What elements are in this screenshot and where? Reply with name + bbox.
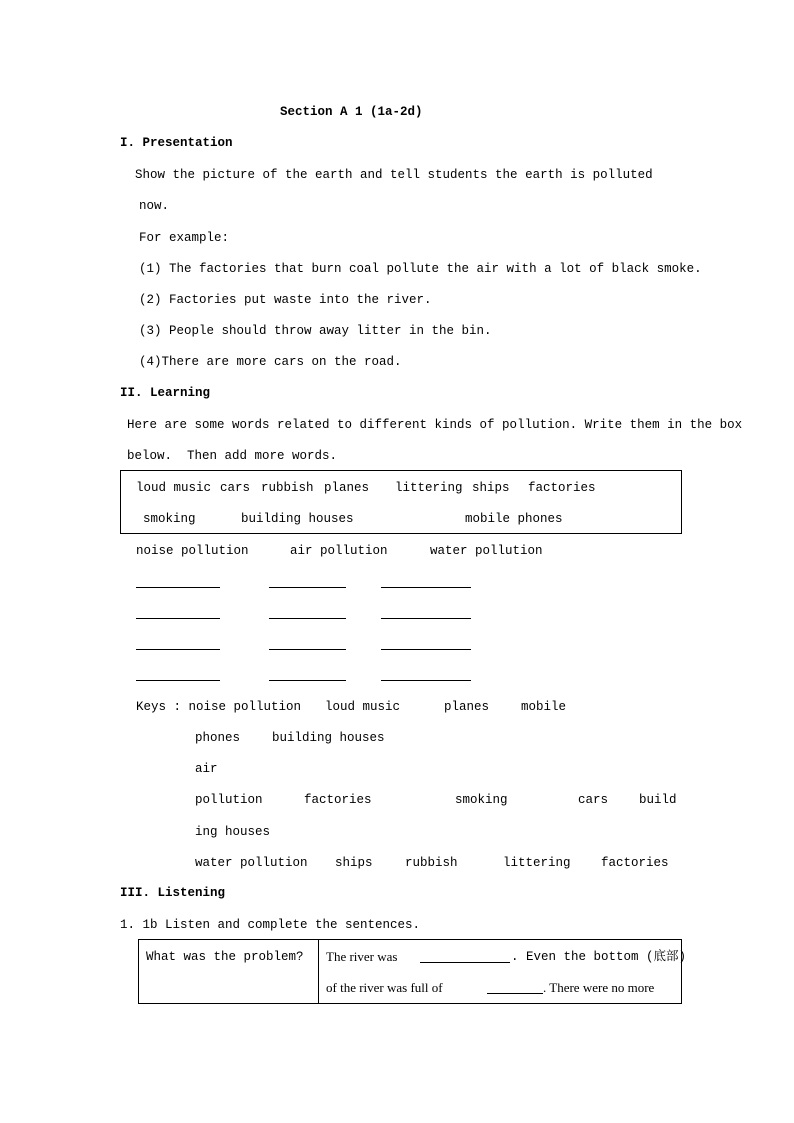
key-rubbish: rubbish <box>405 856 458 870</box>
learning-instruction-line-1: Here are some words related to different kinds of pollution. Write them in the box <box>127 418 743 432</box>
word-building-houses: building houses <box>241 512 354 526</box>
presentation-intro-line-2: now. <box>139 199 170 213</box>
key-ing-houses: ing houses <box>195 825 271 839</box>
noise-answer-line-3[interactable] <box>136 649 220 650</box>
for-example-label: For example: <box>139 231 230 245</box>
key-water-pollution: water pollution <box>195 856 308 870</box>
air-answer-line-3[interactable] <box>269 649 346 650</box>
table-question: What was the problem? <box>146 950 304 964</box>
key-loud-music: loud music <box>325 700 401 714</box>
word-smoking: smoking <box>143 512 196 526</box>
blank-river-was[interactable] <box>420 962 510 963</box>
key-pollution: pollution <box>195 793 263 807</box>
word-factories: factories <box>528 481 596 495</box>
key-cars: cars <box>578 793 609 807</box>
listening-task: 1. 1b Listen and complete the sentences. <box>120 918 421 932</box>
listening-heading: III. Listening <box>120 886 226 900</box>
water-answer-line-2[interactable] <box>381 618 471 619</box>
noise-answer-line-1[interactable] <box>136 587 220 588</box>
key-factories-2: factories <box>601 856 669 870</box>
air-answer-line-4[interactable] <box>269 680 346 681</box>
word-cars: cars <box>220 481 251 495</box>
column-air-pollution: air pollution <box>290 544 388 558</box>
table-divider <box>318 939 319 1003</box>
noise-answer-line-4[interactable] <box>136 680 220 681</box>
learning-instruction-line-2: below. Then add more words. <box>127 449 338 463</box>
example-4: (4)There are more cars on the road. <box>139 355 402 369</box>
word-littering: littering <box>395 481 463 495</box>
key-planes: planes <box>444 700 490 714</box>
word-rubbish: rubbish <box>261 481 314 495</box>
noise-answer-line-2[interactable] <box>136 618 220 619</box>
key-smoking: smoking <box>455 793 508 807</box>
water-answer-line-3[interactable] <box>381 649 471 650</box>
key-air: air <box>195 762 218 776</box>
word-planes: planes <box>324 481 370 495</box>
air-answer-line-1[interactable] <box>269 587 346 588</box>
example-3: (3) People should throw away litter in the bin. <box>139 324 492 338</box>
presentation-intro-line-1: Show the picture of the earth and tell students the earth is polluted <box>135 168 653 182</box>
word-mobile-phones: mobile phones <box>465 512 563 526</box>
table-answer-1b: . Even the bottom (底部) <box>511 950 687 964</box>
key-mobile: mobile <box>521 700 567 714</box>
water-answer-line-4[interactable] <box>381 680 471 681</box>
word-loud-music: loud music <box>136 481 212 495</box>
column-water-pollution: water pollution <box>430 544 543 558</box>
example-2: (2) Factories put waste into the river. <box>139 293 432 307</box>
keys-label: Keys : noise pollution <box>136 700 302 714</box>
table-answer-2b: . There were no more <box>543 980 655 995</box>
key-build: build <box>639 793 677 807</box>
table-answer-1a: The river was <box>326 949 398 964</box>
learning-heading: II. Learning <box>120 386 211 400</box>
key-ships: ships <box>335 856 373 870</box>
word-ships: ships <box>472 481 510 495</box>
key-littering: littering <box>503 856 571 870</box>
water-answer-line-1[interactable] <box>381 587 471 588</box>
air-answer-line-2[interactable] <box>269 618 346 619</box>
example-1: (1) The factories that burn coal pollute the air with a lot of black smoke. <box>139 262 702 276</box>
page-title: Section A 1 (1a-2d) <box>280 105 423 119</box>
key-building-houses: building houses <box>272 731 385 745</box>
key-factories: factories <box>304 793 372 807</box>
key-phones: phones <box>195 731 241 745</box>
presentation-heading: I. Presentation <box>120 136 233 150</box>
table-answer-2a: of the river was full of <box>326 980 443 995</box>
column-noise-pollution: noise pollution <box>136 544 249 558</box>
blank-full-of[interactable] <box>487 993 543 994</box>
